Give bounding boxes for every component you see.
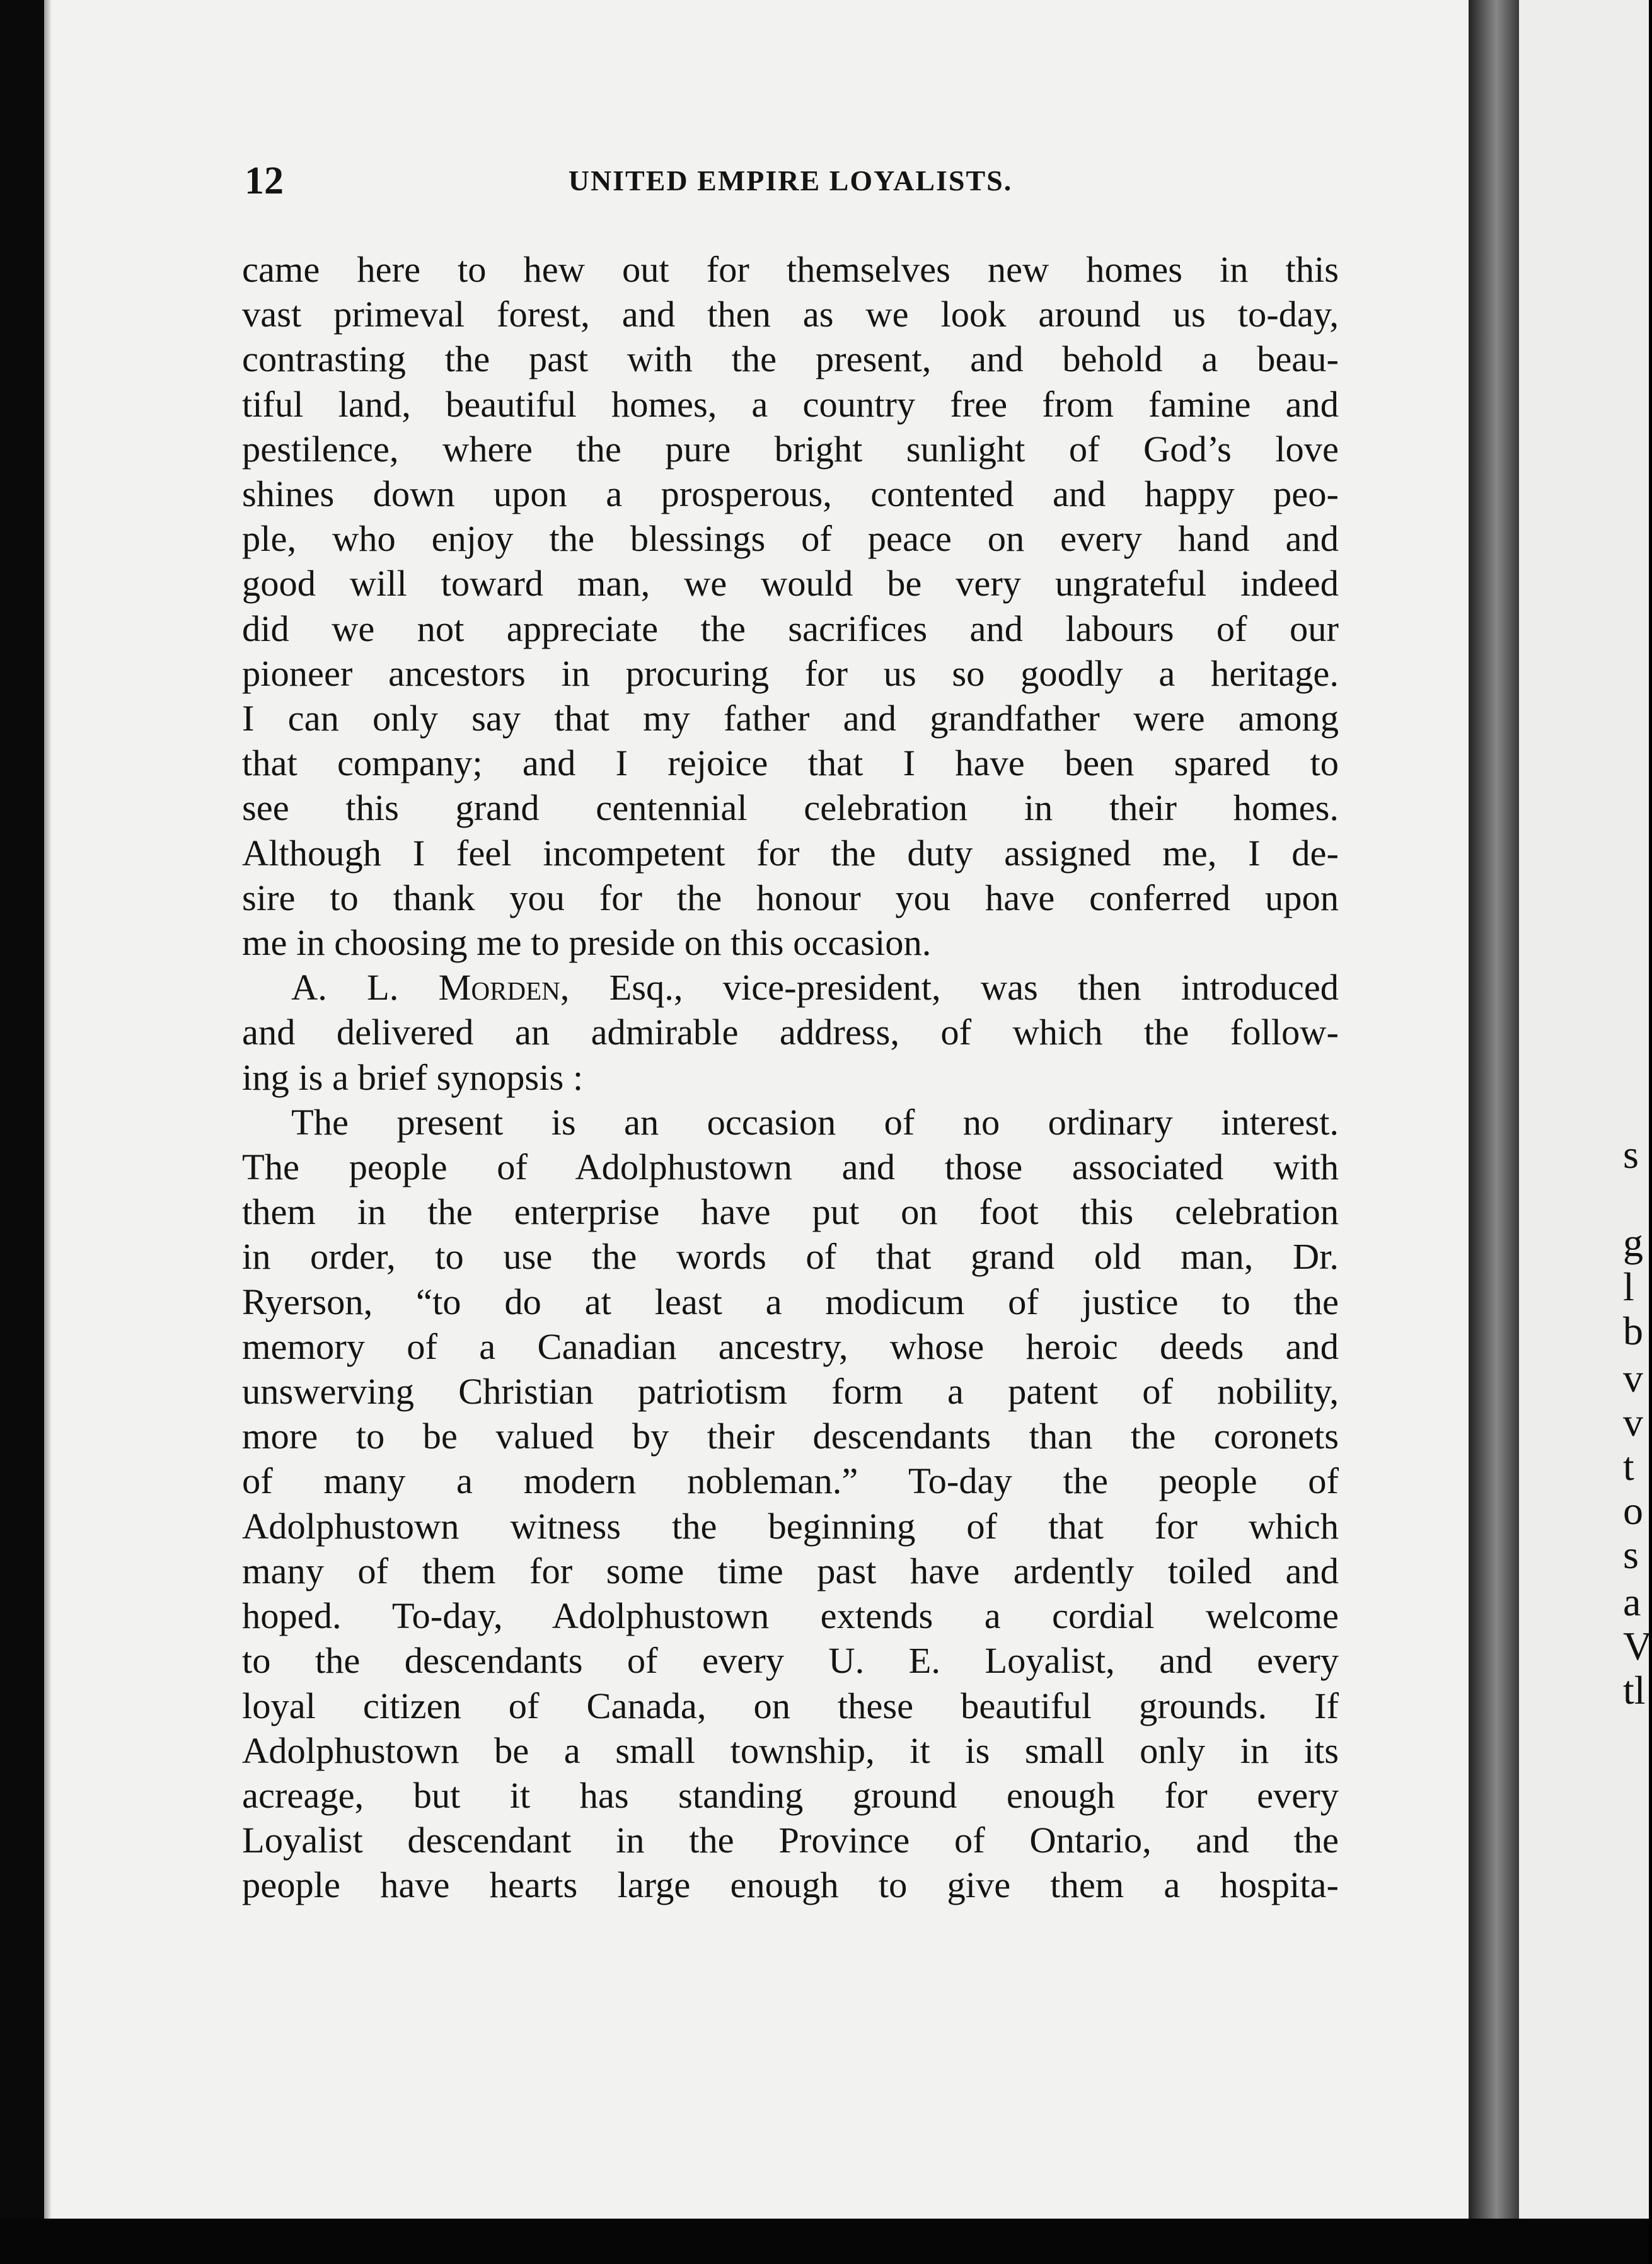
- adjacent-page-fragment: v: [1623, 1356, 1643, 1401]
- body-text: [242, 247, 1339, 1908]
- adjacent-page-fragment: s: [1623, 1532, 1639, 1577]
- text-line: pioneer ancestors in procuring for us so goodly a heritage.: [242, 652, 1339, 694]
- text-line: memory of a Canadian ancestry, whose heroic deeds and: [242, 1325, 1339, 1367]
- text-line: The present is an occasion of no ordinary interest.: [291, 1101, 1339, 1143]
- text-line: acreage, but it has standing ground enough for every: [242, 1774, 1339, 1816]
- adjacent-page-fragment: tl: [1623, 1668, 1646, 1712]
- text-line: Adolphustown witness the beginning of that for which: [242, 1505, 1339, 1547]
- text-line: to the descendants of every U. E. Loyalist, and every: [242, 1640, 1339, 1682]
- text-line: contrasting the past with the present, and behold a beau-: [242, 338, 1339, 380]
- text-line: them in the enterprise have put on foot this celebration: [242, 1191, 1339, 1233]
- text-line: Loyalist descendant in the Province of Ontario, and the: [242, 1820, 1339, 1861]
- text-line: ple, who enjoy the blessings of peace on every hand and: [242, 518, 1339, 560]
- text-line: came here to hew out for themselves new homes in this: [242, 249, 1339, 290]
- adjacent-page-fragment: t: [1623, 1444, 1634, 1489]
- scan-bottom-edge: [0, 2219, 1649, 2264]
- text-line-content: Esq., vice-president, was then introduced: [569, 967, 1339, 1008]
- page-number: 12: [245, 159, 284, 202]
- adjacent-page-fragment: s: [1623, 1132, 1639, 1177]
- adjacent-page-fragment: v: [1623, 1400, 1643, 1445]
- text-line: Adolphustown be a small township, it is small only in its: [242, 1730, 1339, 1771]
- adjacent-page-fragment: V: [1623, 1624, 1652, 1668]
- text-line: vast primeval forest, and then as we look around us to-day,: [242, 294, 1339, 335]
- adjacent-page-fragment: a: [1623, 1580, 1641, 1624]
- text-line: more to be valued by their descendants than the coronets: [242, 1416, 1339, 1457]
- text-line: Although I feel incompetent for the duty assigned me, I de-: [242, 832, 1339, 874]
- text-line: shines down upon a prosperous, contented and happy peo-: [242, 473, 1339, 515]
- text-line: pestilence, where the pure bright sunlight of God’s love: [242, 428, 1339, 470]
- text-line: people have hearts large enough to give them a hospita-: [242, 1864, 1339, 1906]
- text-line: The people of Adolphustown and those associated with: [242, 1146, 1339, 1188]
- text-line: tiful land, beautiful homes, a country free from famine and: [242, 383, 1339, 425]
- running-head: UNITED EMPIRE LOYALISTS.: [568, 165, 1013, 197]
- adjacent-page-fragment: g: [1623, 1220, 1643, 1265]
- text-line: unswerving Christian patriotism form a patent of nobility,: [242, 1371, 1339, 1412]
- text-line: good will toward man, we would be very ungrateful indeed: [242, 563, 1339, 604]
- text-line: hoped. To-day, Adolphustown extends a cordial welcome: [242, 1595, 1339, 1637]
- text-line: in order, to use the words of that grand old man, Dr.: [242, 1236, 1339, 1278]
- text-line: loyal citizen of Canada, on these beautiful grounds. If: [242, 1685, 1339, 1726]
- text-line: see this grand centennial celebration in their homes.: [242, 787, 1339, 829]
- text-line: did we not appreciate the sacrifices and labours of our: [242, 608, 1339, 649]
- text-line: of many a modern nobleman.” To-day the people of: [242, 1460, 1339, 1502]
- speaker-name: A. L. Morden,: [291, 967, 570, 1008]
- page-header: [245, 159, 1336, 209]
- adjacent-page-fragment: o: [1623, 1488, 1643, 1533]
- text-line: sire to thank you for the honour you have conferred upon: [242, 877, 1339, 918]
- text-line: I can only say that my father and grandfather were among: [242, 698, 1339, 739]
- adjacent-page-fragment: l: [1623, 1264, 1634, 1309]
- text-line: that company; and I rejoice that I have been spared to: [242, 742, 1339, 784]
- text-line: Ryerson, “to do at least a modicum of justice to the: [242, 1281, 1339, 1322]
- adjacent-page-fragment: b: [1623, 1308, 1643, 1353]
- book-spine: [1469, 0, 1519, 2264]
- text-line: many of them for some time past have ardently toiled and: [242, 1550, 1339, 1591]
- text-line: me in choosing me to preside on this occasion.: [242, 922, 932, 964]
- text-line: [242, 965, 1339, 1010]
- page-edge-shadow: [44, 0, 52, 2219]
- text-line: and delivered an admirable address, of which the follow-: [242, 1012, 1339, 1053]
- text-line: ing is a brief synopsis :: [242, 1056, 584, 1098]
